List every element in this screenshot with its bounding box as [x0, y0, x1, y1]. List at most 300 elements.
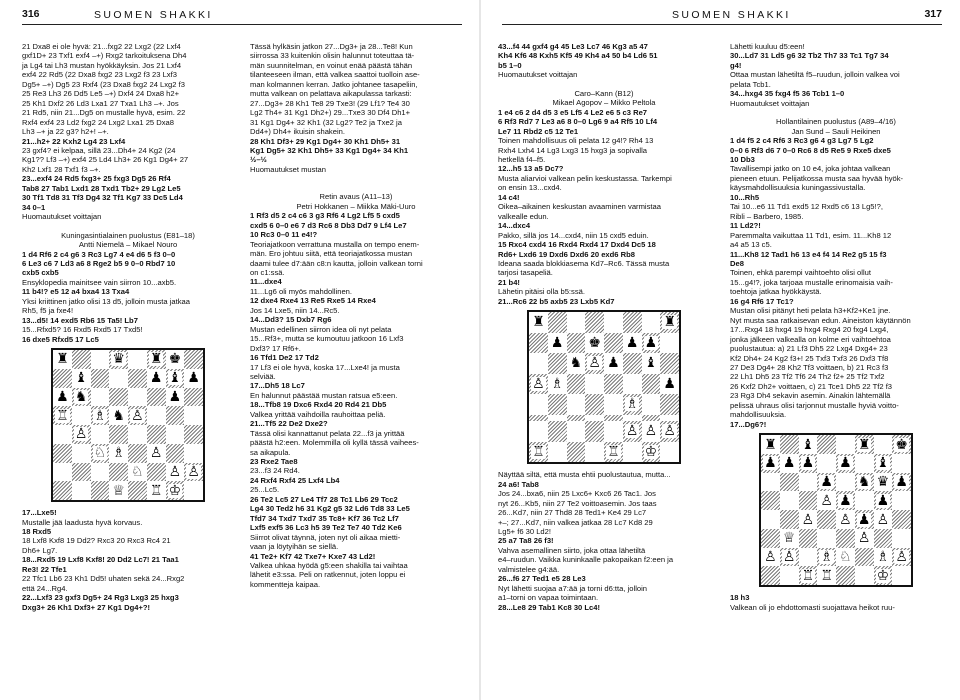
board-square — [623, 353, 642, 374]
board-square — [642, 394, 661, 415]
black-pawn-icon: ♟ — [857, 511, 871, 528]
white-pawn-icon: ♙ — [149, 445, 163, 462]
text-line: a1–torni on vapaa toimintaan. — [498, 593, 599, 603]
moves-line: Re3! 22 Tfe1 — [22, 564, 67, 574]
col4-game-heading — [730, 117, 942, 136]
board-square — [585, 442, 604, 463]
white-rook-icon: ♖ — [149, 482, 163, 499]
moves-line: 18...Rxd5 19 Lxf8 Kxf8! 20 Dd2 Lc7! 21 Taa1 — [22, 555, 179, 565]
text-line: Tai 10...e6 11 Td1 exd5 12 Rxd5 c6 13 Lg5!?, — [730, 202, 883, 212]
column-3 — [498, 42, 710, 612]
board-square — [585, 353, 604, 374]
board-square — [147, 425, 166, 444]
black-king-icon: ♚ — [168, 351, 182, 368]
annotator-note: Huomautukset voittajan — [498, 70, 578, 80]
moves-line: Lg4 30 Ted2 h6 31 Kg2 g5 32 Ld6 Td8 33 Le5 — [250, 504, 410, 514]
board-square — [109, 425, 128, 444]
col3-text-c — [498, 470, 710, 612]
black-queen-icon: ♛ — [876, 474, 890, 490]
text-line: hetkellä f4–f5. — [498, 154, 546, 164]
board-square — [855, 510, 874, 529]
board-square — [548, 442, 567, 463]
board-square — [660, 394, 679, 415]
text-line: Mustalle jää laadusta hyvä korvaus. — [22, 517, 143, 527]
black-pawn-icon: ♟ — [820, 474, 833, 490]
text-line: tarjosi tasapeliä. — [498, 268, 553, 278]
moves-line: 17...Dg6?! — [730, 419, 767, 429]
board-square — [855, 529, 874, 548]
text-line: lähetit e3:ssa. Peli on ratkennut, joten loppu ei — [250, 570, 406, 580]
moves-line: 14 c4! — [498, 192, 520, 202]
col2-game-heading — [250, 192, 462, 211]
chess-diagram-col4 — [759, 433, 913, 587]
moves-line: 12...h5 13 a5 Dc7? — [498, 164, 564, 174]
board-square — [72, 463, 91, 482]
moves-line: 17...Dh5 18 Lc7 — [250, 381, 305, 391]
moves-line: 23 Rxe2 Tae8 — [250, 457, 298, 467]
text-line: gxf1D+ 23 Txf1 exf4 –+) Rxg2 tarkoituksena Dh4 — [22, 51, 187, 61]
board-square — [585, 394, 604, 415]
board-square — [604, 353, 623, 374]
black-bishop-icon: ♝ — [644, 355, 658, 372]
players-line: Petri Hokkanen – Miikka Mäki-Uuro — [296, 201, 416, 211]
white-pawn-icon: ♙ — [839, 511, 852, 528]
board-square — [780, 454, 799, 473]
white-pawn-icon: ♙ — [876, 511, 890, 528]
white-bishop-icon: ♗ — [93, 407, 107, 424]
white-queen-icon: ♕ — [112, 482, 125, 499]
moves-line: 28 Kh1 Df3+ 29 Kg1 Dg4+ 30 Kh1 Dh5+ 31 — [250, 136, 401, 146]
board-square — [166, 350, 185, 369]
text-line: Rh5, f5 ja fxe4! — [22, 306, 74, 316]
text-line: 27...Dg3+ 28 Kh1 Te8 29 Txe3! (29 Lf1? Te4 30 — [250, 98, 410, 108]
board-square — [761, 454, 780, 473]
board-square — [874, 473, 893, 492]
moves-line: 16 dxe5 Rfxd5 17 Lc5 — [22, 334, 99, 344]
text-line: Nyt musta saa ratkaisevan edun. Aineiston käytännön — [730, 315, 911, 325]
board-square — [780, 510, 799, 529]
board-square — [585, 312, 604, 333]
text-line: 15...Rf3+, mutta se kumoutuu jatkoon 16 Lxf3 — [250, 334, 404, 344]
text-line: 31 Kg1 Dg4+ 32 Kh1 (32 Lg2? Te2 ja Txe2 ja — [250, 117, 402, 127]
moves-line: 16 Tfd1 De2 17 Td2 — [250, 353, 319, 363]
black-king-icon: ♚ — [895, 436, 908, 453]
board-square — [892, 491, 911, 510]
board-square — [855, 566, 874, 585]
board-square — [53, 388, 72, 407]
moves-line: 1 d4 f5 2 c4 Rf6 3 Rc3 g6 4 g3 Lg7 5 Lg2 — [730, 136, 874, 146]
moves-line: 11...dxe4 — [250, 277, 282, 287]
black-bishop-icon: ♝ — [74, 370, 88, 387]
text-line: Mustan olisi pitänyt heti pelata h3+Kf2+Ke1 jne. — [730, 306, 891, 316]
white-rook-icon: ♖ — [820, 567, 833, 584]
text-line: Valkea uhkaa hyödä g5:een shakilla tai vaihtaa — [250, 561, 408, 571]
board-square — [184, 388, 203, 407]
white-pawn-icon: ♙ — [857, 530, 871, 547]
white-pawn-icon: ♙ — [801, 511, 815, 528]
moves-line: 10 Rc3 0–0 11 e4!? — [250, 230, 318, 240]
board-square — [817, 491, 836, 510]
board-square — [780, 566, 799, 585]
text-line: 11...Lg6 oli myös mahdollinen. — [250, 286, 353, 296]
text-line: Kg1?? Lf3 –+) exf4 25 Ld4 Lh3+ 26 Kg1 Dg4+ 27 — [22, 155, 189, 165]
board-square — [623, 312, 642, 333]
moves-line: Le7 11 Rbd2 c5 12 Te1 — [498, 126, 579, 136]
board-square — [642, 374, 661, 395]
text-line: mahdollisuuksia. — [730, 410, 787, 420]
moves-line: 1 d4 Rf6 2 c4 g6 3 Rc3 Lg7 4 e4 d6 5 f3 0–0 — [22, 249, 176, 259]
moves-line: 25 a7 Ta8 26 f3! — [498, 536, 554, 546]
board-square — [53, 425, 72, 444]
moves-line: De8 — [730, 258, 744, 268]
board-square — [836, 510, 855, 529]
black-pawn-icon: ♟ — [895, 474, 908, 490]
text-line: Ideana saada blokkiasema Kd7–Rc6. Tässä musta — [498, 258, 670, 268]
board-square — [184, 406, 203, 425]
text-line: 25 Kh1 Dxf2 26 Ld3 Lxa1 27 Txa1 Lh3 –+. Jos — [22, 98, 179, 108]
white-rook-icon: ♖ — [56, 407, 69, 424]
white-pawn-icon: ♙ — [74, 426, 88, 443]
black-pawn-icon: ♟ — [782, 455, 796, 472]
board-square — [548, 394, 567, 415]
moves-line: 15 Rxc4 cxd4 16 Rxd4 Rxd4 17 Dxd4 Dc5 18 — [498, 240, 656, 250]
board-square — [147, 444, 166, 463]
text-line: 17...Rxg4 18 hxg4 19 hxg4 Rxg4 20 fxg4 Lxg4, — [730, 325, 889, 335]
board-square — [184, 369, 203, 388]
board-square — [836, 435, 855, 454]
text-line: Dxf3? 17 Rf6+. — [250, 343, 301, 353]
board-square — [548, 421, 567, 442]
board-square — [147, 388, 166, 407]
board-square — [836, 454, 855, 473]
board-square — [817, 435, 836, 454]
moves-line: 23...exf4 24 Rd5 fxg3+ 25 fxg3 Dg5 26 Rf4 — [22, 174, 171, 184]
text-line: 22 Lh1 Dh5 23 Tf2 Tf6 24 Th2 f2+ 25 Tf2 Txf2 — [730, 372, 885, 382]
text-line: Nyt lähetti suojaa a7:ää ja torni d6:tta, jolloin — [498, 583, 648, 593]
board-square — [761, 435, 780, 454]
board-square — [874, 548, 893, 567]
board-square — [660, 333, 679, 354]
moves-line: cxd5 6 0–0 e6 7 d3 Rc6 8 Db3 Dd7 9 Lf4 Le7 — [250, 220, 407, 230]
text-line: Jos 14 Lxe5, niin 14...Rc5. — [250, 305, 340, 315]
board-square — [623, 421, 642, 442]
board-square — [780, 473, 799, 492]
black-pawn-icon: ♟ — [550, 334, 564, 351]
black-knight-icon: ♞ — [857, 474, 871, 490]
board-square — [184, 463, 203, 482]
black-rook-icon: ♜ — [56, 351, 69, 368]
board-square — [147, 350, 166, 369]
text-line: käysmahdollisuuksia kuningassivustalla. — [730, 183, 866, 193]
text-line: kommentteja kaipaa. — [250, 579, 321, 589]
moves-line: g4! — [730, 60, 742, 70]
moves-line: 16 g4 Rf6 17 Tc1? — [730, 296, 794, 306]
board-square — [761, 473, 780, 492]
board-square — [91, 425, 110, 444]
text-line: Ottaa mustan lähetiltä f5–ruudun, jolloin valkea voi — [730, 70, 900, 80]
annotator-note: Huomautukset voittajan — [22, 212, 102, 222]
moves-line: 28...Le8 29 Tab1 Kc8 30 Lc4! — [498, 602, 601, 612]
text-line: Jos 24...bxa6, niin 25 Lxc6+ Kxc6 26 Tac1. Jos — [498, 489, 656, 499]
text-line: valkealle edun. — [498, 211, 549, 221]
board-square — [166, 444, 185, 463]
board-square — [548, 353, 567, 374]
board-square — [166, 463, 185, 482]
board-square — [567, 333, 586, 354]
white-queen-icon: ♕ — [782, 530, 796, 547]
black-king-icon: ♚ — [588, 334, 601, 351]
board-square — [874, 529, 893, 548]
black-pawn-icon: ♟ — [876, 492, 890, 509]
board-square — [799, 548, 818, 567]
board-square — [128, 369, 147, 388]
text-line: päästä h2:een. Molemmilla oli kyllä tässä vaihees- — [250, 438, 419, 448]
moves-line: 21 b4! — [498, 277, 520, 287]
board-square — [761, 566, 780, 585]
board-square — [780, 491, 799, 510]
moves-line: 26 Te2 Lc5 27 Le4 Tf7 28 Tc1 Lb6 29 Tcc2 — [250, 494, 398, 504]
board-square — [817, 529, 836, 548]
black-pawn-icon: ♟ — [764, 455, 777, 472]
board-square — [128, 481, 147, 500]
white-pawn-icon: ♙ — [820, 492, 833, 509]
board-square — [128, 350, 147, 369]
board-square — [109, 444, 128, 463]
players-line: Antti Niemelä – Mikael Nouro — [78, 240, 178, 250]
text-line: 26...Kd7, niin 27 Thd8 28 Ted1+ Ke4 29 Lc7 — [498, 508, 647, 518]
text-line: 23 Rg3 Dh4 sekavin asemin. Ainakin lähtemällä — [730, 391, 891, 401]
board-square — [128, 425, 147, 444]
game-result: ½–½ — [250, 155, 267, 165]
text-line: mutta valkean on pelattava aikapulassa tarkasti: — [250, 89, 412, 99]
text-line: että 24...Rg4. — [22, 583, 68, 593]
board-square — [585, 333, 604, 354]
moves-line: 43...f4 44 gxf4 g4 45 Le3 Lc7 46 Kg3 a5 47 — [498, 42, 648, 51]
board-square — [128, 406, 147, 425]
moves-line: 30 Tf1 Td8 31 Tf3 Dg4 32 Tf1 Kg7 33 Dc5 Ld4 — [22, 193, 183, 203]
text-line: Musta aliarvioi valkean pelin keskustassa. Tarkempi — [498, 173, 672, 183]
white-rook-icon: ♖ — [607, 443, 620, 460]
left-page-header — [22, 8, 462, 25]
white-knight-icon: ♘ — [131, 463, 144, 480]
white-bishop-icon: ♗ — [820, 549, 833, 565]
text-line: siirrossa 33 kuitenkin olisin halunnut toteuttaa tä- — [250, 51, 415, 61]
board-square — [529, 374, 548, 395]
moves-line: 34...hxg4 35 fxg4 f5 36 Tcb1 1–0 — [730, 89, 845, 99]
text-line: Rxf4 exf4 23 Ld2 fxg2 24 Lxg2 Lxa1 25 Dxa8 — [22, 117, 174, 127]
text-line: 23 gxf4? ei kelpaa, sillä 23...Dh4+ 24 Kg2 (24 — [22, 145, 176, 155]
moves-line: 18 h3 — [730, 593, 750, 603]
text-line: pieneen etuun. Pelijatkossa musta saa hyvää hyök- — [730, 173, 904, 183]
text-line: Dh6+ Lg7. — [22, 545, 58, 555]
board-square — [529, 421, 548, 442]
text-line: Ribli – Barbero, 1985. — [730, 211, 804, 221]
column-1 — [22, 42, 234, 612]
moves-line: 21...Tf5 22 De2 Dxe2? — [250, 419, 328, 429]
board-square — [128, 444, 147, 463]
text-line: 15...Rfxd5? 16 Rxd5 Rxd5 17 Txd5! — [22, 325, 143, 335]
moves-line: 21...h2+ 22 Kxh2 Lg4 23 Lxf4 — [22, 136, 126, 146]
black-pawn-icon: ♟ — [187, 370, 200, 387]
board-square — [604, 333, 623, 354]
moves-line: 1 Rf3 d5 2 c4 c6 3 g3 Rf6 4 Lg2 Lf5 5 cxd5 — [250, 211, 400, 221]
board-square — [53, 444, 72, 463]
moves-line: 18 Rxd5 — [22, 526, 52, 536]
text-line: sa aikapula. — [250, 447, 291, 457]
board-square — [892, 510, 911, 529]
white-bishop-icon: ♗ — [112, 445, 125, 462]
col3-game-heading — [498, 89, 710, 108]
board-square — [72, 406, 91, 425]
moves-line: Rd6+ Lxd6 19 Dxd6 Dxd6 20 exd6 Rb8 — [498, 249, 635, 259]
board-square — [836, 529, 855, 548]
board-square — [836, 548, 855, 567]
white-rook-icon: ♖ — [801, 567, 815, 584]
board-square — [166, 481, 185, 500]
white-pawn-icon: ♙ — [644, 423, 658, 440]
board-square — [109, 481, 128, 500]
board-square — [53, 350, 72, 369]
white-pawn-icon: ♙ — [764, 549, 777, 565]
moves-line: 1 e4 c6 2 d4 d5 3 e5 Lf5 4 Le2 e6 5 c3 Re7 — [498, 107, 648, 117]
board-square — [72, 425, 91, 444]
board-square — [799, 435, 818, 454]
board-square — [817, 473, 836, 492]
board-square — [91, 406, 110, 425]
white-pawn-icon: ♙ — [187, 463, 200, 480]
opening-title: Hollantilainen puolustus (A89–4/16) — [776, 117, 896, 127]
left-running-title: SUOMEN SHAKKI — [94, 9, 213, 21]
board-square — [166, 369, 185, 388]
text-line: Lg2 Th4+ 31 Kg1 Dh2+) 29...Txe3 30 Df4 Dh1+ — [250, 108, 411, 118]
text-line: Dg5+ –+) Dg5 23 Rxf4 (23 Dxa8 fxg2 24 Lxg2 f3 — [22, 79, 185, 89]
text-line: 23...f3 24 Rd4. — [250, 466, 300, 476]
board-square — [548, 312, 567, 333]
board-square — [548, 374, 567, 395]
moves-line: 14...Dd3? 15 Dxb7 Rg6 — [250, 315, 332, 325]
white-rook-icon: ♖ — [532, 443, 545, 460]
moves-line: 11 b4!? e5 12 a4 bxa4 13 Txa4 — [22, 287, 130, 297]
board-square — [567, 394, 586, 415]
moves-line: 30...Ld7 31 Ld5 g6 32 Tb2 Th7 33 Tc1 Tg7 34 — [730, 51, 889, 61]
white-pawn-icon: ♙ — [782, 549, 796, 565]
moves-line: Tab8 27 Tab1 Lxd1 28 Txd1 Tb2+ 29 Lg2 Le5 — [22, 183, 181, 193]
white-pawn-icon: ♙ — [625, 423, 639, 440]
board-square — [184, 481, 203, 500]
board-square — [799, 529, 818, 548]
moves-line: 0–0 6 Rf3 d6 7 0–0 Rc6 8 d5 Re5 9 Rxe5 dxe5 — [730, 145, 891, 155]
board-square — [874, 510, 893, 529]
black-pawn-icon: ♟ — [149, 370, 163, 387]
board-square — [53, 369, 72, 388]
text-line: pelissä uhraus olisi tarjonnut mustalle hyviä voitto- — [730, 400, 899, 410]
board-square — [166, 388, 185, 407]
moves-line: 10 Db3 — [730, 154, 755, 164]
text-line: on ensin 13...cxd4. — [498, 183, 562, 193]
col1-moves-b — [22, 250, 234, 345]
column-4 — [730, 42, 942, 612]
board-square — [72, 350, 91, 369]
board-square — [623, 442, 642, 463]
board-square — [166, 406, 185, 425]
text-line: Ensyklopedia mainitsee vain siirron 10...axb5. — [22, 277, 177, 287]
black-rook-icon: ♜ — [663, 314, 676, 331]
text-line: Valkean oli jo ehdottomasti suojattava heikot ruu- — [730, 602, 895, 612]
board-square — [660, 442, 679, 463]
text-line: Mustan edellinen siirron idea oli nyt pelata — [250, 324, 392, 334]
board-square — [642, 353, 661, 374]
board-square — [761, 548, 780, 567]
text-line: Teoriajatkoon verrattuna mustalla on tempo enem- — [250, 239, 420, 249]
col1-moves-a — [22, 137, 234, 222]
col3-text-a — [498, 42, 710, 80]
board-square — [529, 312, 548, 333]
board-square — [892, 435, 911, 454]
board-square — [892, 529, 911, 548]
text-line: 27 De3 Dg4+ 28 Kh2 Tf3 voittaen, b) 21 Rc3 f3 — [730, 362, 889, 372]
white-knight-icon: ♘ — [93, 445, 107, 462]
board-square — [892, 548, 911, 567]
col2-text-b — [250, 211, 462, 589]
moves-line: Dxg3+ 26 Kh1 Dxf3+ 27 Kg1 Dg4+?! — [22, 602, 151, 612]
text-line: Toinen, ehkä parempi vaihtoehto olisi ollut — [730, 268, 871, 278]
board-square — [604, 442, 623, 463]
board-square — [855, 491, 874, 510]
black-pawn-icon: ♟ — [663, 375, 676, 392]
text-line: Tässä olisi kannattanut pelata 22...f3 ja yrittää — [250, 428, 405, 438]
text-line: 18 Lxf8 Kxf8 19 Dd2? Rxc3 20 Rxc3 Rc4 21 — [22, 536, 171, 546]
board-square — [761, 529, 780, 548]
col4-text-b — [730, 136, 942, 429]
board-square — [660, 374, 679, 395]
white-knight-icon: ♘ — [839, 549, 852, 565]
black-pawn-icon: ♟ — [607, 355, 620, 372]
white-pawn-icon: ♙ — [532, 375, 545, 392]
board-square — [623, 374, 642, 395]
moves-line: 12 dxe4 Rxe4 13 Re5 Rxe5 14 Rxe4 — [250, 296, 376, 306]
black-knight-icon: ♞ — [112, 407, 125, 424]
moves-line: 22...Lxf3 23 gxf3 Dg5+ 24 Rg3 Lxg3 25 hxg3 — [22, 593, 179, 603]
text-line: daami tulee d7:ään c8:n kautta, jolloin valkean torni — [250, 258, 423, 268]
board-square — [660, 353, 679, 374]
board-square — [892, 473, 911, 492]
board-square — [147, 369, 166, 388]
text-line: toehtoja jatkaa hyökkäystä. — [730, 287, 822, 297]
black-rook-icon: ♜ — [149, 351, 163, 368]
black-pawn-icon: ♟ — [168, 388, 182, 405]
col1-game-heading — [22, 231, 234, 250]
col1-intro — [22, 42, 234, 137]
board-square — [874, 454, 893, 473]
board-square — [109, 369, 128, 388]
moves-line: 41 Te2+ Kf7 42 Txe7+ Kxe7 43 Ld2! — [250, 551, 376, 561]
text-line: Pakko, sillä jos 14...cxd4, niin 15 cxd5 eduin. — [498, 230, 649, 240]
text-line: a4 a5 13 c5. — [730, 240, 772, 250]
board-square — [529, 442, 548, 463]
text-line: Tavallisempi jatko on 10 e4, joka johtaa valkean — [730, 164, 891, 174]
board-square — [53, 463, 72, 482]
white-king-icon: ♔ — [168, 482, 182, 499]
board-square — [147, 406, 166, 425]
text-line: nyt 26...Kb5, niin 27 Te2 voittoasemin. Jos taas — [498, 498, 657, 508]
board-square — [642, 333, 661, 354]
board-square — [855, 435, 874, 454]
board-square — [817, 454, 836, 473]
text-line: Kh2 Lxf1 28 Txf1 f3 –+. — [22, 164, 101, 174]
white-pawn-icon: ♙ — [895, 549, 908, 565]
text-line: ja Lg4 tai Lh3 mustan hyökkäyksin. Jos 21 Lxf4 — [22, 60, 182, 70]
board-square — [874, 491, 893, 510]
